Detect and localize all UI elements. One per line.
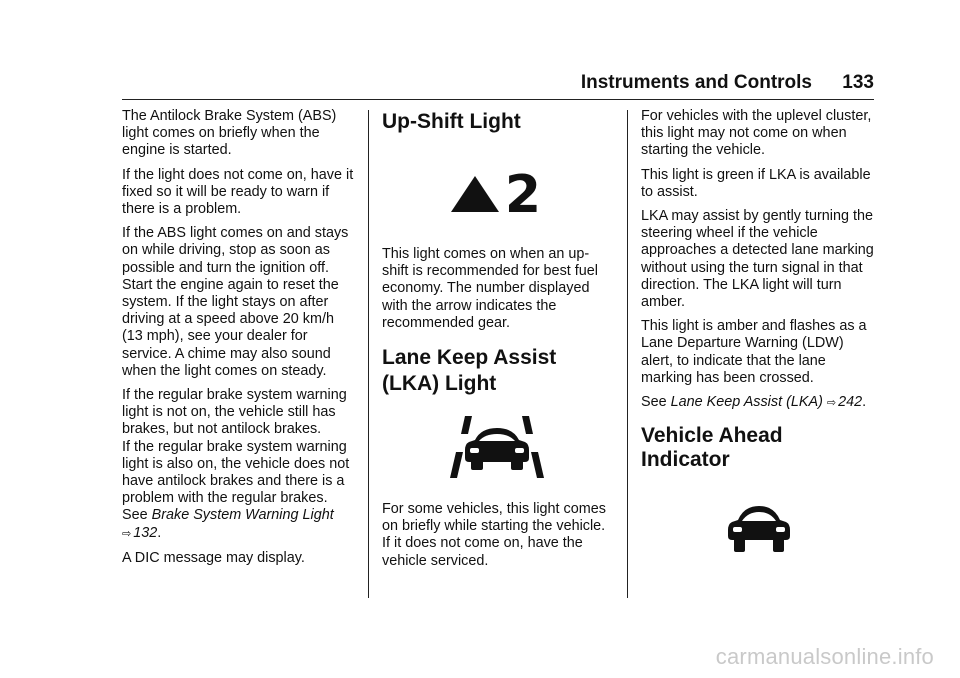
paragraph: This light is green if LKA is available to assist. xyxy=(641,166,871,200)
vehicle-ahead-heading: Vehicle Ahead Indicator xyxy=(641,424,783,472)
see-label: See xyxy=(122,507,148,524)
page-ref-arrow-icon: ⇨ xyxy=(122,527,132,540)
page-number: 133 xyxy=(842,72,874,93)
paragraph: If the light does not come on, have it fixed so it will be ready to warn if there is a problem. xyxy=(122,166,354,218)
paragraph: A DIC message may display. xyxy=(122,549,305,566)
column-divider-right xyxy=(627,110,628,598)
see-label: See xyxy=(641,394,667,411)
paragraph-text: If the regular brake system warning light is not on, the vehicle still has brakes, but not antilock brakes. xyxy=(122,387,347,438)
paragraph: If the ABS light comes on and stays on while driving, stop as soon as possible and turn the ignition off. Start the engine again to reset the system. If the light stays on after driving at a speed above 20 km/h (13 mph), see your dealer for service. A chime may also sound when the light comes on steady. xyxy=(122,225,349,379)
lka-heading: Lane Keep Assist (LKA) Light xyxy=(382,346,557,396)
paragraph: LKA may assist by gently turning the steering wheel if the vehicle approaches a detected lane marking without using the turn signal in that direction. The LKA light will turn amber. xyxy=(641,208,874,311)
cross-reference-link[interactable]: Brake System Warning Light xyxy=(151,507,334,524)
column-lka-vehicle xyxy=(641,108,876,564)
upshift-arrow-icon xyxy=(382,152,612,232)
column-abs xyxy=(122,108,358,574)
section-title: Instruments and Controls xyxy=(580,72,812,93)
paragraph: If the regular brake system warning light is not on, the vehicle still has brakes, but not antilock brakes. If the regular brake system warning light is also on, the vehicle does not have antilock brakes and there is a problem with the regular brakes. See Brake System Warning Light ⇨ 132. xyxy=(122,387,350,541)
paragraph-text: If the regular brake system warning light is also on, the vehicle does not have antilock brakes and there is a problem with the regular brakes. xyxy=(122,438,350,507)
paragraph: This light is amber and flashes as a Lane Departure Warning (LDW) alert, to indicate that the lane marking has been crossed. xyxy=(641,318,867,386)
upshift-gear-number: 2 xyxy=(504,165,542,220)
paragraph: For vehicles with the uplevel cluster, this light may not come on when starting the vehicle. xyxy=(641,108,872,159)
page-header xyxy=(122,0,874,100)
paragraph: This light comes on when an up-shift is recommended for best fuel economy. The number displayed with the arrow indicates the recommended gear. xyxy=(382,246,598,331)
upshift-heading: Up-Shift Light xyxy=(382,110,521,133)
cross-reference-page[interactable]: 132 xyxy=(133,524,158,541)
paragraph: For some vehicles, this light comes on briefly while starting the vehicle. If it does not come on, have the vehicle serviced. xyxy=(382,501,606,569)
lane-keep-assist-icon xyxy=(382,409,612,489)
paragraph: See Lane Keep Assist (LKA) ⇨ 242. xyxy=(641,394,867,411)
column-upshift-lka xyxy=(382,108,612,577)
page-ref-arrow-icon: ⇨ xyxy=(826,397,837,410)
header-rule xyxy=(122,99,874,100)
cross-reference-page[interactable]: 242 xyxy=(838,394,863,411)
paragraph: The Antilock Brake System (ABS) light comes on briefly when the engine is started. xyxy=(122,108,337,159)
vehicle-ahead-car-icon xyxy=(641,494,876,564)
watermark: carmanualsonline.info xyxy=(715,644,934,669)
cross-reference-link[interactable]: Lane Keep Assist (LKA) xyxy=(670,394,823,411)
column-divider-left xyxy=(368,110,369,598)
